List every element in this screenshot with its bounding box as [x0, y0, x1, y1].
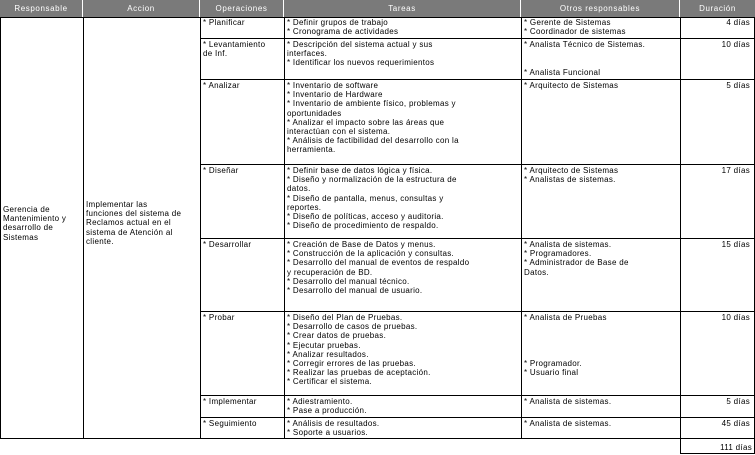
tareas-cell — [287, 18, 521, 36]
header-tareas: Tareas — [284, 0, 521, 17]
tarea-line: * Ejecutar pruebas. — [287, 340, 361, 350]
otros-line — [524, 331, 680, 340]
tarea-line: * Creación de Base de Datos y menus. — [287, 240, 436, 249]
operacion-cell — [203, 18, 283, 27]
header-otros-responsables: Otros responsables — [521, 0, 680, 17]
tarea-line: * Análisis de resultados. — [287, 419, 380, 428]
otros-line: * Analista de sistemas. — [524, 397, 612, 406]
otros-cell — [524, 397, 680, 406]
tareas-cell — [287, 240, 521, 295]
otros-line: * Programador. — [524, 359, 583, 369]
duracion-cell — [681, 240, 750, 249]
tarea-line: oportunidades — [287, 108, 342, 118]
operacion-line: * Levantamiento — [203, 40, 266, 49]
otros-cell — [524, 166, 680, 184]
header-accion: Accion — [83, 0, 200, 17]
tarea-line: * Definir base de datos lógica y física. — [287, 166, 433, 175]
otros-line: * Usuario final — [524, 368, 579, 378]
tarea-line: * Pase a producción. — [287, 406, 367, 416]
grid-line — [200, 238, 755, 239]
grid-line — [680, 453, 755, 454]
otros-line: * Arquitecto de Sistemas — [524, 166, 619, 175]
grid-line — [200, 17, 201, 439]
total-value: 111 días — [720, 443, 752, 452]
operacion-line: * Analizar — [203, 81, 240, 90]
duracion-value: 4 días — [726, 18, 750, 27]
tareas-cell — [287, 397, 521, 415]
operacion-cell — [203, 240, 283, 249]
grid-line — [83, 17, 84, 439]
duracion-cell — [681, 81, 750, 90]
header-operaciones: Operaciones — [200, 0, 284, 17]
otros-cell — [524, 313, 680, 377]
tarea-line: * Inventario de Hardware — [287, 90, 383, 100]
otros-line: * Analista de Pruebas — [524, 313, 607, 322]
operacion-cell — [203, 81, 283, 90]
duracion-cell — [681, 397, 750, 406]
tarea-line: * Diseño de políticas, acceso y auditoria. — [287, 212, 444, 222]
total-duration — [681, 443, 752, 452]
accion-line: cliente. — [86, 236, 114, 246]
tarea-line: * Soporte a usuarios. — [287, 428, 369, 438]
tareas-cell — [287, 81, 521, 155]
tarea-line: * Desarrollo del manual de usuario. — [287, 286, 423, 296]
duracion-cell — [681, 419, 750, 428]
tareas-cell — [287, 166, 521, 230]
otros-line — [524, 58, 680, 67]
otros-line: Datos. — [524, 267, 549, 277]
duracion-value: 45 días — [721, 419, 750, 428]
otros-line: * Analista de sistemas. — [524, 419, 612, 428]
otros-line: * Analistas de sistemas. — [524, 175, 616, 185]
header-responsable: Responsable — [0, 0, 83, 17]
operacion-line: de Inf. — [203, 49, 228, 59]
accion-line: funciones del sistema de — [86, 209, 182, 219]
otros-cell — [524, 18, 680, 36]
tarea-line: y recuperación de BD. — [287, 267, 373, 277]
operacion-line: * Seguimiento — [203, 419, 257, 428]
grid-line — [521, 17, 522, 439]
grid-line — [200, 395, 755, 396]
grid-line — [0, 17, 1, 439]
tarea-line: * Analizar el impacto sobre las áreas que — [287, 117, 445, 127]
responsable-cell — [3, 205, 83, 242]
responsable-line: Sistemas — [3, 232, 39, 242]
duracion-value: 17 días — [721, 166, 750, 175]
tarea-line: * Adiestramiento. — [287, 397, 353, 406]
tarea-line: * Corregir errores de las pruebas. — [287, 359, 416, 369]
otros-line — [524, 341, 680, 350]
otros-line: * Analista de sistemas. — [524, 240, 612, 249]
operacion-cell — [203, 166, 283, 175]
otros-line — [524, 350, 680, 359]
operacion-cell — [203, 313, 283, 322]
otros-cell — [524, 40, 680, 77]
accion-line: Reclamos actual en el — [86, 218, 172, 228]
operacion-line: * Implementar — [203, 397, 257, 406]
tarea-line: interactúan con el sistema. — [287, 127, 391, 137]
grid-line — [200, 417, 755, 418]
operacion-line: * Planificar — [203, 18, 245, 27]
otros-cell — [524, 81, 680, 90]
otros-line — [524, 49, 680, 58]
tarea-line: * Analizar resultados. — [287, 349, 369, 359]
otros-cell — [524, 240, 680, 277]
duracion-value: 5 días — [726, 397, 750, 406]
otros-line: * Analista Técnico de Sistemas. — [524, 40, 646, 49]
tarea-line: * Realizar las pruebas de aceptación. — [287, 368, 431, 378]
tarea-line: * Diseño de procedimiento de respaldo. — [287, 221, 439, 231]
tarea-line: * Inventario de ambiente físico, problemas y — [287, 99, 456, 109]
accion-line: sistema de Atención al — [86, 227, 173, 237]
tarea-line: reportes. — [287, 202, 322, 212]
tareas-cell — [287, 40, 521, 68]
tarea-line: * Inventario de software — [287, 81, 379, 90]
tarea-line: * Diseño y normalización de la estructura de — [287, 175, 457, 185]
operacion-line: * Probar — [203, 313, 235, 322]
tarea-line: herramienta. — [287, 145, 336, 155]
tarea-line: * Desarrollo del manual técnico. — [287, 276, 410, 286]
grid-line — [0, 438, 755, 439]
tarea-line: * Desarrollo de casos de pruebas. — [287, 322, 418, 332]
tarea-line: * Desarrollo del manual de eventos de respaldo — [287, 258, 470, 268]
operacion-line: * Diseñar — [203, 166, 239, 175]
otros-line: * Coordinador de sistemas — [524, 27, 626, 37]
tareas-cell — [287, 313, 521, 387]
responsable-line: Gerencia de — [3, 205, 50, 214]
accion-cell — [86, 200, 200, 246]
grid-line — [200, 79, 755, 80]
otros-line: * Programadores. — [524, 249, 592, 259]
duracion-cell — [681, 40, 750, 49]
duracion-cell — [681, 18, 750, 27]
grid-line — [200, 164, 755, 165]
tarea-line: * Definir grupos de trabajo — [287, 18, 389, 27]
otros-line: * Gerente de Sistemas — [524, 18, 611, 27]
tarea-line: * Identificar los nuevos requerimientos — [287, 58, 435, 68]
duracion-cell — [681, 313, 750, 322]
operacion-cell — [203, 40, 283, 58]
operacion-cell — [203, 397, 283, 406]
grid-line — [200, 38, 755, 39]
tarea-line: * Cronograma de actividades — [287, 27, 399, 37]
otros-cell — [524, 419, 680, 428]
responsable-line: desarrollo de — [3, 223, 54, 233]
grid-line — [200, 311, 755, 312]
tarea-line: datos. — [287, 184, 311, 194]
operacion-cell — [203, 419, 283, 428]
tarea-line: * Certificar el sistema. — [287, 377, 372, 387]
operacion-line: * Desarrollar — [203, 240, 252, 249]
tarea-line: * Crear datos de pruebas. — [287, 331, 387, 341]
tarea-line: * Diseño del Plan de Pruebas. — [287, 313, 403, 322]
tarea-line: interfaces. — [287, 49, 328, 59]
otros-line: * Arquitecto de Sistemas — [524, 81, 619, 90]
duracion-value: 10 días — [721, 40, 750, 49]
otros-line: * Analista Funcional — [524, 67, 601, 77]
otros-line: * Administrador de Base de — [524, 258, 629, 268]
duracion-value: 15 días — [721, 240, 750, 249]
otros-line — [524, 322, 680, 331]
duracion-cell — [681, 166, 750, 175]
tarea-line: * Análisis de factibilidad del desarrollo con la — [287, 136, 459, 146]
tarea-line: * Diseño de pantalla, menus, consultas y — [287, 193, 444, 203]
accion-line: Implementar las — [86, 200, 148, 209]
duracion-value: 5 días — [726, 81, 750, 90]
responsable-line: Mantenimiento y — [3, 214, 67, 224]
grid-line — [284, 17, 285, 439]
grid-line — [0, 17, 755, 18]
header-duracion: Duración — [680, 0, 755, 17]
tarea-line: * Descripción del sistema actual y sus — [287, 40, 433, 49]
tareas-cell — [287, 419, 521, 437]
tarea-line: * Construcción de la aplicación y consultas. — [287, 249, 455, 259]
grid-line — [680, 17, 681, 454]
duracion-value: 10 días — [721, 313, 750, 322]
